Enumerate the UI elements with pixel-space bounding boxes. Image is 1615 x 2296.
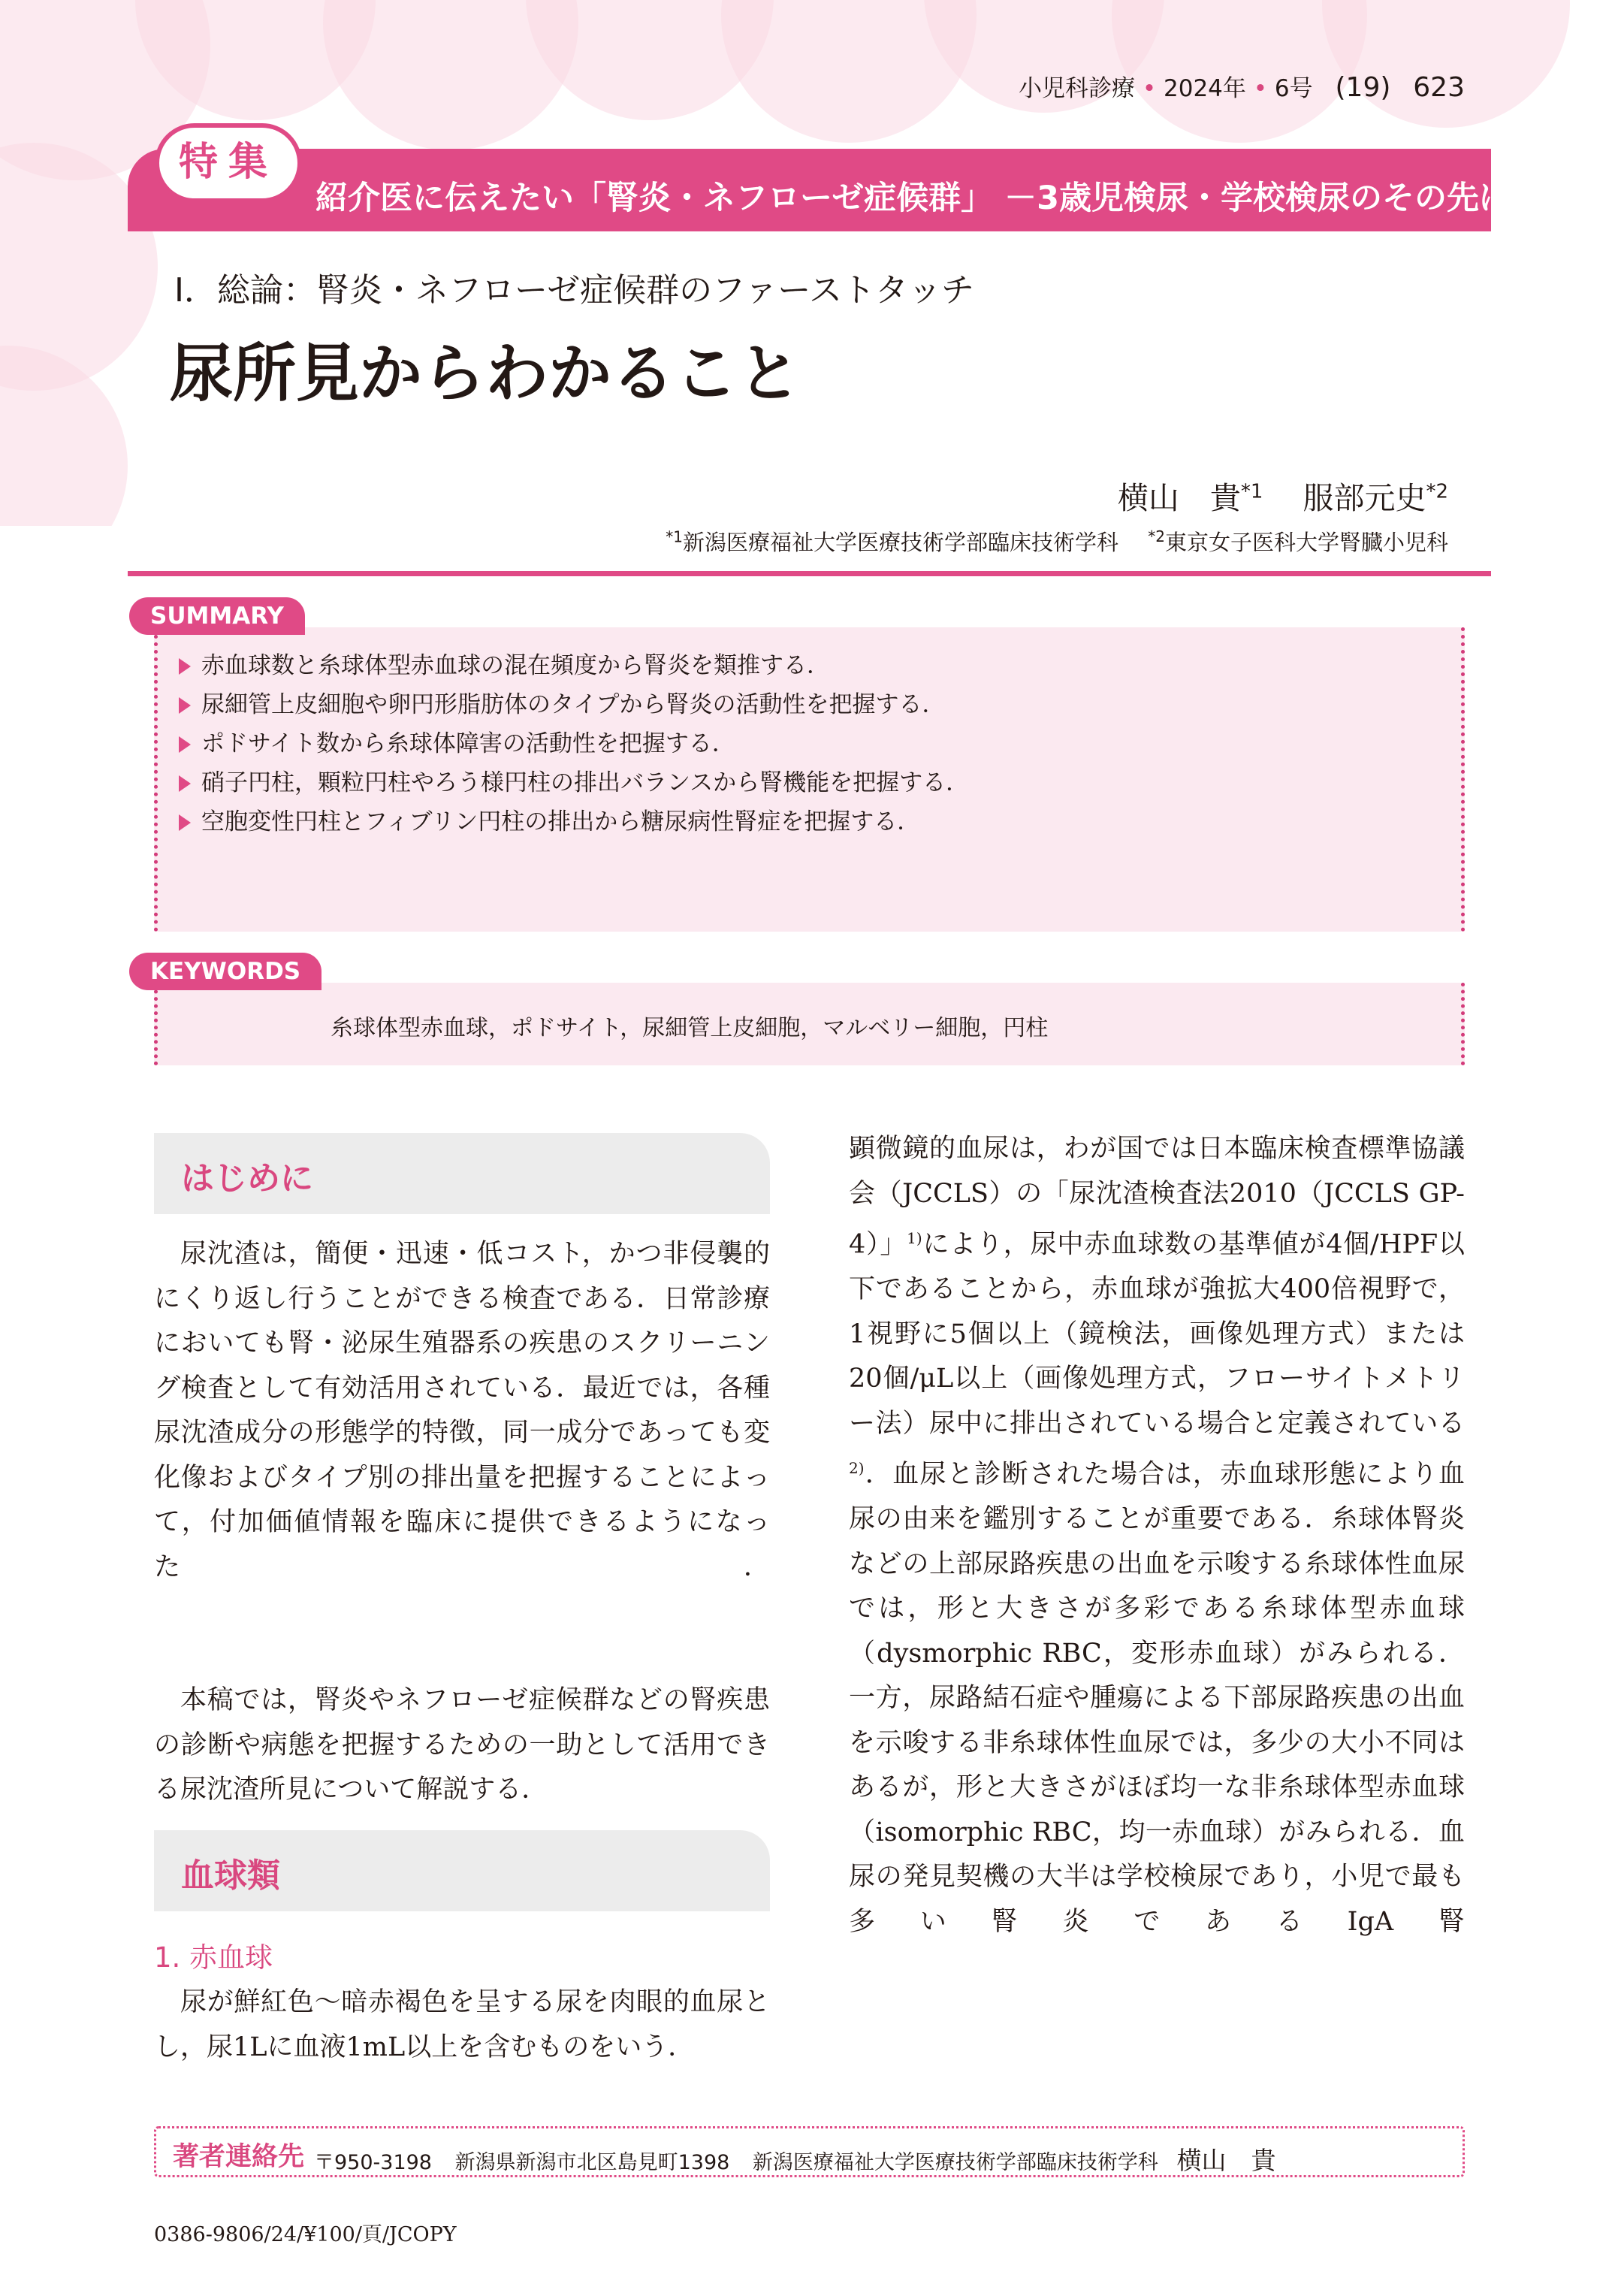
author-name: 横山 貴 [1117,480,1241,516]
contact-name: 横山 貴 [1176,2146,1276,2175]
summary-item: 尿細管上皮細胞や卵円形脂肪体のタイプから腎炎の活動性を把握する． [179,690,969,720]
bullet-icon: • [1253,75,1268,102]
contact-address: 新潟県新潟市北区島見町1398 [454,2151,730,2174]
intro-paragraph-1: 尿沈渣は，簡便・迅速・低コスト，かつ非侵襲的にくり返し行うことができる検査である．日常診療においても腎・泌尿生殖器系の疾患のスクリーニング検査として有効活用されている．最近では，各種尿沈渣成分の形態学的特徴，同一成分であっても変化像およびタイプ別の排出量を把握することによって，付加価値情報を臨床に提供できるようになった． [154,1239,770,1582]
footer-code: 0386-9806/24/¥100/頁/JCOPY [154,2223,457,2246]
triangle-bullet-icon [179,775,191,792]
affiliation-mark: *1 [666,527,684,546]
affiliation-text: 新潟医療福祉大学医療技術学部臨床技術学科 [683,530,1119,555]
summary-label: SUMMARY [129,597,305,635]
ref-mark: 1) [907,1229,922,1247]
journal-year: 2024年 [1164,75,1246,102]
blood-heading-bar [154,1830,770,1911]
author-mark: *2 [1426,480,1448,503]
rbc-heading: 1. 赤血球 [154,1941,273,1974]
contact-dept: 新潟医療福祉大学医療技術学部臨床技術学科 [752,2151,1158,2174]
feature-title: 紹介医に伝えたい「腎炎・ネフローゼ症候群」 －3歳児検尿・学校検尿のその先は？－ [315,180,1577,217]
triangle-bullet-icon [179,736,191,753]
triangle-bullet-icon [179,814,191,831]
right-column-paragraph: 顕微鏡的血尿は，わが国では日本臨床検査標準協議会（JCCLS）の「尿沈渣検査法2010（JCCLS GP-4）」$^{1)}$により，尿中赤血球数の基準値が4個/HPF以下であることから，赤血球が強拡大400倍視野で，1視野に5個以上（鏡検法，画像処理方式）または20個/μL以上（画像処理方式，フローサイトメトリー法）尿中に排出されている場合と定義されている$^{2)}$．血尿と診断された場合は，赤血球形態により血尿の由来を鑑別することが重要である．糸球体腎炎などの上部尿路疾患の出血を示唆する糸球体性血尿では，形と大きさが多彩である糸球体型赤血球（dysmorphic RBC，変形赤血球）がみられる．一方，尿路結石症や腫瘍による下部尿路疾患の出血を示唆する非糸球体性血尿では，多少の大小不同はあるが，形と大きさがほぼ均一な非糸球体型赤血球（isomorphic RBC，均一赤血球）がみられる．血尿の発見契機の大半は学校検尿であり，小児で最も多い腎炎であるIgA腎 [849,1134,1465,1937]
header-rule [128,571,1491,576]
contact-box [154,2126,1465,2177]
rbc-paragraph-1: 尿が鮮紅色～暗赤褐色を呈する尿を肉眼的血尿とし，尿1Lに血液1mL以上を含むものをいう． [154,1987,770,2062]
feature-tag: 特集 [155,123,302,203]
summary-item: 赤血球数と糸球体型赤血球の混在頻度から腎炎を類推する． [179,651,969,681]
authors [1118,473,1448,518]
affiliation-text: 東京女子医科大学腎臓小児科 [1164,530,1448,555]
journal-name: 小児科診療 [1018,75,1135,102]
summary-item: ポドサイト数から糸球体障害の活動性を把握する． [179,729,969,759]
section-label: Ⅰ．総論：腎炎・ネフローゼ症候群のファーストタッチ [174,271,975,310]
keywords-text: 糸球体型赤血球，ポドサイト，尿細管上皮細胞，マルベリー細胞，円柱 [331,1015,1049,1041]
author-name: 服部元史 [1303,480,1426,516]
summary-list [179,651,969,846]
blood-heading: 血球類 [181,1856,280,1895]
intro-heading-bar [154,1133,770,1214]
contact-details [314,2141,1276,2177]
article-title: 尿所見からわかること [170,337,801,410]
ref-mark: 2) [849,1459,865,1478]
summary-item: 空胞変性円柱とフィブリン円柱の排出から糖尿病性腎症を把握する． [179,807,969,837]
bullet-icon: • [1142,75,1157,102]
contact-postal: 〒950-3198 [314,2151,432,2174]
triangle-bullet-icon [179,658,191,675]
journal-number: (19) [1335,72,1391,103]
keywords-label: KEYWORDS [129,953,321,990]
intro-paragraph-2: 本稿では，腎炎やネフローゼ症候群などの腎疾患の診断や病態を把握するための一助として活用できる尿沈渣所見について解説する． [154,1685,770,1805]
affiliations [666,526,1448,557]
affiliation-mark: *2 [1148,527,1165,546]
journal-issue: 6号 [1274,75,1313,102]
triangle-bullet-icon [179,697,191,714]
page-number: 623 [1413,72,1465,103]
summary-item: 硝子円柱，顆粒円柱やろう様円柱の排出バランスから腎機能を把握する． [179,768,969,798]
intro-heading: はじめに [181,1159,313,1198]
author-mark: *1 [1240,480,1263,503]
contact-label: 著者連絡先 [173,2142,305,2172]
journal-header [1019,69,1465,103]
